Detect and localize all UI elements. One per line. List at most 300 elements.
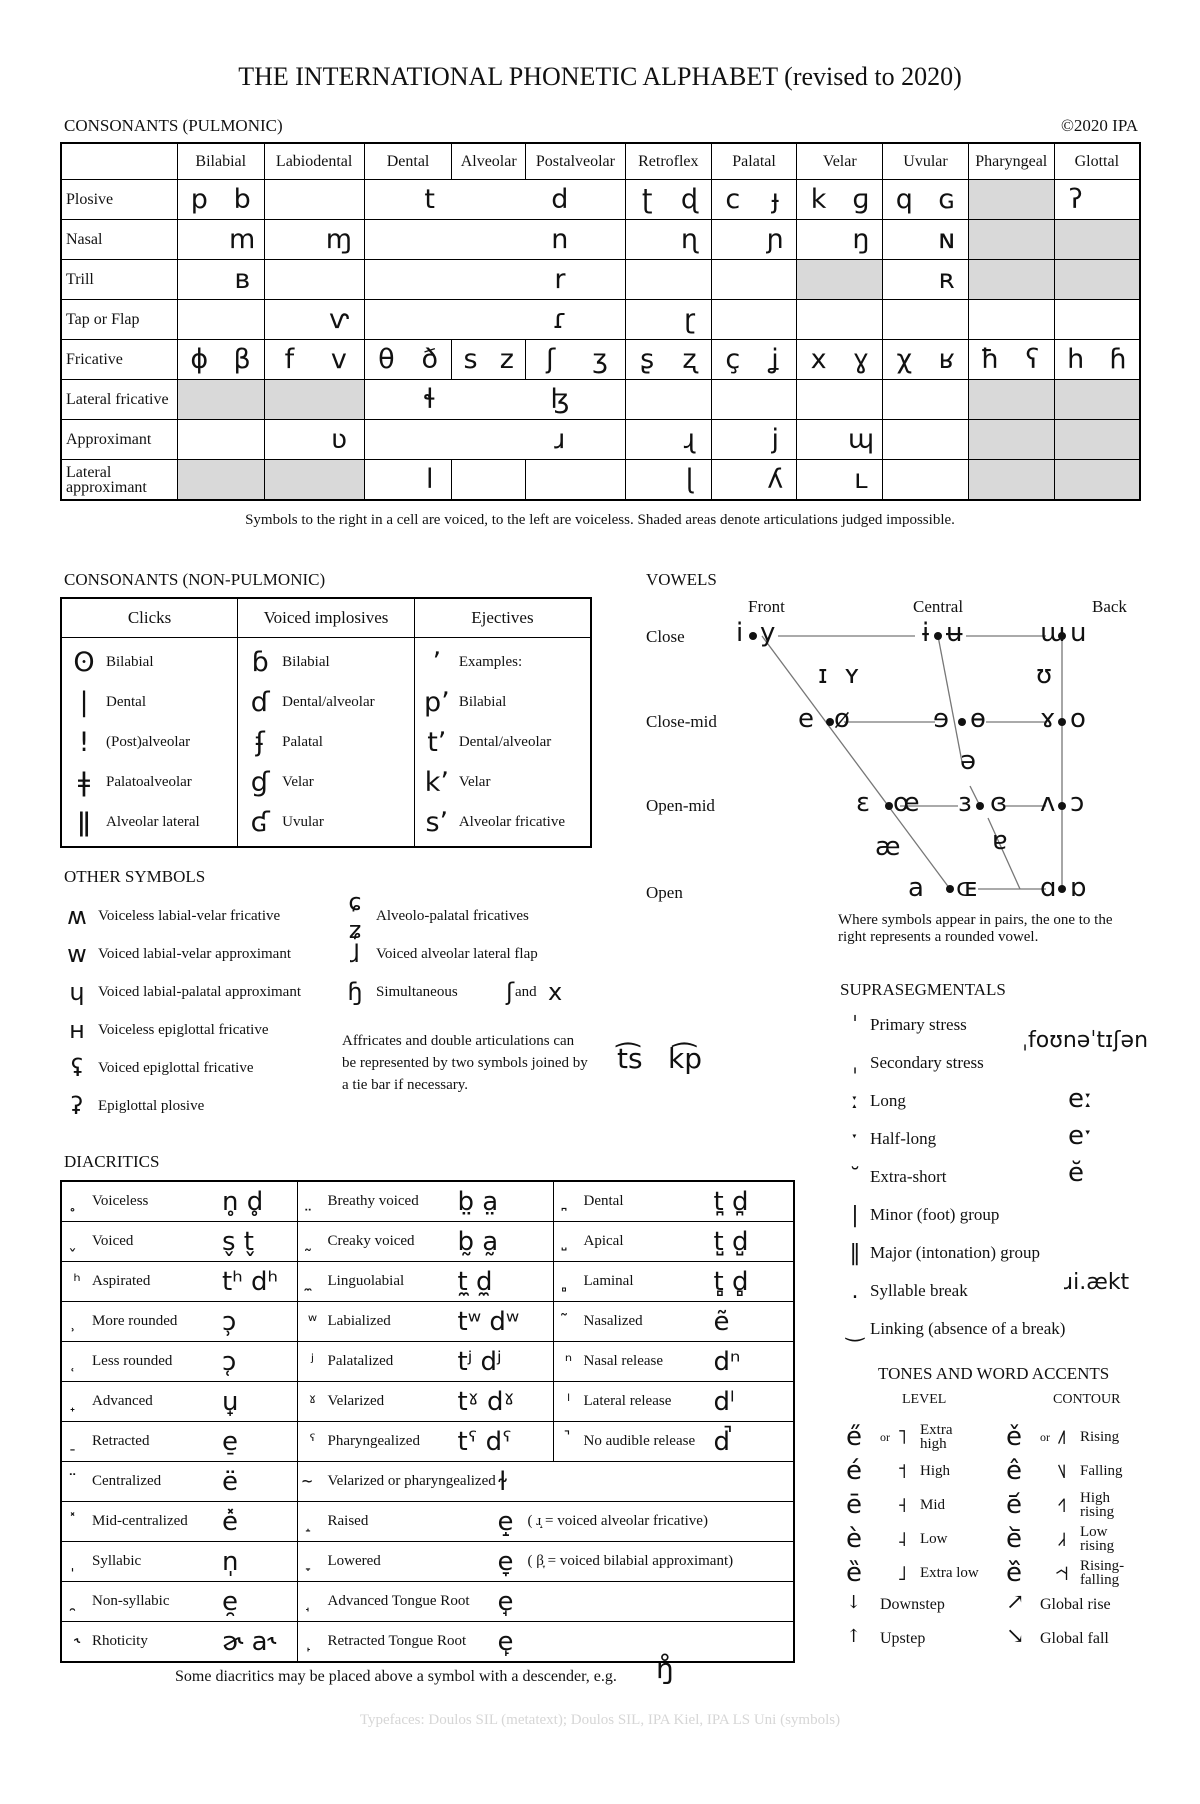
diacritic-row (61, 1222, 794, 1262)
other-symbol-label: Simultaneous (376, 983, 458, 1000)
diacritic-mark (298, 1271, 328, 1292)
upstep-arrow-icon: ↑ (846, 1626, 862, 1647)
diacritic-example: dⁿ (713, 1346, 741, 1377)
pulmonic-cell (1054, 180, 1140, 220)
supra-item (840, 1310, 1180, 1348)
diacritic-label: Labialized (327, 1313, 391, 1329)
supra-symbol: ː (851, 1088, 859, 1114)
diacritic-example: t̪ d̪ (713, 1186, 749, 1217)
diacritic-cell (297, 1502, 794, 1542)
tone-example: é (846, 1456, 862, 1486)
diacritic-label: More rounded (92, 1313, 178, 1329)
pulmonic-cell-pair (626, 464, 711, 495)
upstep-label: Upstep (880, 1630, 926, 1647)
other-symbol: ɕ ʑ (348, 888, 362, 944)
diacritic-cell-content (554, 1222, 794, 1261)
pulmonic-row-label: Trill (61, 260, 177, 300)
diacritic-cell (553, 1262, 794, 1302)
vowel-o-slash: ø (834, 704, 850, 734)
diacritic-cell-content (298, 1502, 794, 1541)
pulmonic-cell-pair (712, 424, 797, 455)
diacritic-example: t̼ d̼ (457, 1266, 493, 1297)
voiced-symbol: ŋ (852, 224, 870, 255)
pulmonic-cell-pair (797, 224, 882, 255)
pulmonic-cell (883, 340, 969, 380)
pulmonic-cell (264, 220, 364, 260)
diacritic-example: tʷ dʷ (457, 1306, 520, 1337)
clicks-item (68, 762, 231, 802)
pulmonic-cell (968, 380, 1054, 420)
diacritic-mark: ˠ (308, 1391, 317, 1412)
diacritic-row (61, 1502, 794, 1542)
supra-label: Syllable break (870, 1281, 968, 1300)
diacritic-cell (553, 1382, 794, 1422)
pulmonic-row (61, 460, 1140, 501)
pulmonic-cell (797, 420, 883, 460)
diacritic-example: b̤ a̤ (457, 1186, 499, 1217)
diacritic-label: Lowered (327, 1553, 381, 1569)
pulmonic-cell (264, 380, 364, 420)
voiced-symbol: ð (421, 344, 438, 375)
voiceless-symbol: f (284, 344, 295, 375)
clicks-column (61, 638, 238, 848)
voiced-symbol: ɖ (680, 184, 699, 215)
tone-label: Extra low (920, 1565, 979, 1581)
pulmonic-column-header: Uvular (883, 143, 969, 180)
other-symbol-label: Voiceless epiglottal fricative (98, 1021, 269, 1038)
pulmonic-cell (883, 420, 969, 460)
vowel-central-label: Central (913, 597, 964, 616)
diacritic-cell (297, 1582, 794, 1622)
pulmonic-cell (177, 380, 264, 420)
diacritic-cell-content (298, 1262, 553, 1301)
vowel-barred-i: ɨ (922, 618, 930, 648)
simultaneous-and: and (515, 984, 537, 1000)
other-symbol: ʢ (70, 1054, 84, 1082)
footer-typefaces: Typefaces: Doulos SIL (metatext); Doulos SIL, IPA Kiel, IPA LS Uni (symbols) (359, 1712, 841, 1728)
supra-item (840, 1120, 1180, 1158)
tone-letter: ˥ (897, 1425, 907, 1449)
tone-example: ē (846, 1490, 862, 1520)
pulmonic-cell (797, 380, 883, 420)
vowel-upsilon: ʊ (1036, 660, 1053, 690)
diacritic-label: Aspirated (92, 1273, 151, 1289)
voiced-symbol: ɢ (938, 184, 956, 215)
tone-label: Falling (1080, 1463, 1123, 1479)
diacritic-cell (61, 1342, 297, 1382)
pulmonic-cell-pair (626, 304, 711, 335)
diacritic-mark (62, 1591, 92, 1612)
tones-contour-label: CONTOUR (1053, 1392, 1121, 1407)
pulmonic-cell (625, 420, 711, 460)
tone-item (1006, 1420, 1186, 1454)
vowel-open-label: Open (646, 883, 683, 902)
ejectives-label: Dental/alveolar (458, 733, 552, 750)
clicks-item (68, 802, 231, 842)
simultaneous-sh: ʃ (506, 978, 515, 1006)
pulmonic-cell-pair (265, 344, 364, 375)
supra-label: Half-long (870, 1129, 937, 1148)
voiced-symbol: ʁ (938, 344, 955, 375)
diacritic-label: Velarized or pharyngealized (327, 1473, 496, 1489)
pulmonic-cell (883, 260, 969, 300)
pulmonic-cell-pair (797, 184, 882, 215)
pulmonic-cell-pair (626, 424, 711, 455)
vowel-closed-epsilon: ɞ (990, 788, 1008, 818)
tone-label: Mid (920, 1497, 946, 1513)
tone-item (846, 1420, 1006, 1454)
diacritic-label: Mid-centralized (92, 1513, 188, 1529)
implosives-item (244, 682, 408, 722)
pulmonic-cell-pair (178, 224, 264, 255)
clicks-symbol: ǂ (77, 766, 91, 798)
pulmonic-column-header: Postalveolar (525, 143, 625, 180)
pulmonic-cell (1054, 380, 1140, 420)
implosives-item (244, 642, 408, 682)
diacritic-example: t̻ d̻ (713, 1266, 749, 1297)
diacritic-cell (553, 1181, 794, 1222)
diacritic-row (61, 1262, 794, 1302)
voiced-symbol: ɣ (852, 344, 869, 375)
pulmonic-cell (1054, 260, 1140, 300)
diacritic-row (61, 1382, 794, 1422)
voiced-symbol: ʎ (767, 464, 784, 495)
other-symbol-item (340, 973, 660, 1011)
pulmonic-cell (883, 300, 969, 340)
pulmonic-cell (452, 460, 525, 501)
pulmonic-cell (264, 420, 364, 460)
diacritic-cell-content (298, 1342, 553, 1381)
diacritic-example: dˡ (713, 1386, 735, 1417)
pulmonic-cell-pair (365, 384, 625, 415)
diacritic-extra: ( ɹ̝ = voiced alveolar fricative) (527, 1513, 708, 1529)
diacritic-cell (553, 1222, 794, 1262)
clicks-symbol: ʘ (73, 646, 95, 678)
pulmonic-cell-pair (178, 264, 264, 295)
diacritic-example: e̙ (497, 1626, 514, 1657)
diacritic-cell-content (554, 1422, 794, 1461)
simultaneous-x: x (548, 978, 563, 1006)
nonpulmonic-table (60, 597, 592, 848)
supra-symbol: ˌ (851, 1050, 859, 1076)
diacritic-mark (554, 1231, 584, 1252)
supra-heading: SUPRASEGMENTALS (840, 980, 1006, 999)
pulmonic-cell (177, 300, 264, 340)
diacritic-cell (61, 1542, 297, 1582)
pulmonic-cell-pair (626, 184, 711, 215)
other-symbol-label: Voiced labial-palatal approximant (98, 983, 301, 1000)
pulmonic-column-header: Labiodental (264, 143, 364, 180)
pulmonic-cell-pair (797, 344, 882, 375)
diacritic-row (61, 1622, 794, 1663)
tone-letter: ˩ (897, 1561, 907, 1585)
diacritic-cell-content (298, 1182, 553, 1221)
vowel-turned-script-a: ɒ (1070, 873, 1087, 903)
tone-label: Low (920, 1531, 948, 1547)
supra-symbol: . (851, 1278, 859, 1304)
tone-label: Extra high (920, 1422, 953, 1452)
clicks-symbol: ǁ (77, 806, 91, 838)
tones-heading: TONES AND WORD ACCENTS (878, 1364, 1110, 1383)
diacritic-label: Palatalized (327, 1353, 394, 1369)
clicks-symbol: | (79, 686, 89, 718)
pulmonic-cell-pair (883, 264, 968, 295)
diacritic-example: ẽ (713, 1306, 730, 1337)
diacritic-label: Centralized (92, 1473, 162, 1489)
diacritic-example: tˤ dˤ (457, 1426, 512, 1457)
tone-example: ȅ (846, 1558, 862, 1588)
pulmonic-cell (625, 300, 711, 340)
diacritic-cell-content (298, 1542, 794, 1581)
tones-level-list (846, 1420, 1006, 1590)
tone-label: High rising (1080, 1490, 1115, 1520)
diacritic-cell (297, 1422, 553, 1462)
pulmonic-cell (968, 220, 1054, 260)
tone-example: e᷄ (1006, 1490, 1022, 1520)
global-fall-arrow-icon: ↘ (1006, 1624, 1025, 1649)
diacritic-cell-content (554, 1382, 794, 1421)
diacritic-example: n̩ (222, 1546, 239, 1577)
diacritic-mark (298, 1231, 328, 1252)
tones-contour-list (1006, 1420, 1186, 1590)
other-symbol-label: Voiced epiglottal fricative (98, 1059, 254, 1076)
voiced-symbol: ʟ (854, 464, 868, 495)
diacritic-cell-content (298, 1222, 553, 1261)
diacritic-example: e̯ (222, 1586, 238, 1617)
diacritic-label: Advanced Tongue Root (327, 1593, 470, 1609)
vowel-reversed-epsilon: ɜ (958, 788, 972, 818)
diacritic-mark (62, 1431, 92, 1452)
supra-item (840, 1196, 1180, 1234)
other-symbol-item (62, 897, 342, 935)
pulmonic-cell (797, 180, 883, 220)
pulmonic-row-label: Plosive (61, 180, 177, 220)
diacritic-example: e̝ (497, 1506, 514, 1537)
pulmonic-cell-pair (883, 344, 968, 375)
diacritic-mark (62, 1511, 92, 1532)
pulmonic-cell-pair (712, 344, 797, 375)
diacritic-cell-content (62, 1542, 297, 1581)
pulmonic-cell (711, 220, 797, 260)
pulmonic-cell (1054, 300, 1140, 340)
vowel-front-label: Front (748, 597, 785, 616)
pulmonic-cell (177, 260, 264, 300)
tone-item (846, 1522, 1006, 1556)
voiceless-symbol: ħ (980, 344, 1000, 375)
diacritic-label: Retracted (92, 1433, 150, 1449)
voiced-symbol: ʕ (1025, 344, 1040, 375)
diacritic-cell-content (62, 1502, 297, 1541)
pulmonic-cell (711, 420, 797, 460)
tone-example: ě (1006, 1422, 1022, 1452)
other-symbol-item (62, 1049, 342, 1087)
other-symbol-label: Alveolo-palatal fricatives (376, 907, 529, 924)
diacritic-label: Apical (583, 1233, 624, 1249)
tone-item (846, 1454, 1006, 1488)
voiced-symbol: b (233, 184, 251, 215)
tone-example: è (846, 1524, 862, 1554)
voiced-symbol: j (771, 424, 779, 455)
voiced-symbol: ɦ (1109, 344, 1127, 375)
diacritic-label: Rhoticity (92, 1633, 148, 1649)
pulmonic-cell (264, 260, 364, 300)
diacritic-mark (62, 1191, 92, 1212)
voiced-symbol: ɲ (766, 224, 784, 255)
vowel-small-oe: ɶ (956, 873, 979, 903)
supra-symbol: ˘ (849, 1164, 861, 1190)
vowel-e: e (798, 704, 814, 734)
ejectives-label: Alveolar fricative (458, 813, 566, 830)
pulmonic-column-header: Velar (797, 143, 883, 180)
diacritic-cell-content (62, 1222, 297, 1261)
pulmonic-cell (968, 300, 1054, 340)
pulmonic-cell (364, 180, 625, 220)
voiced-symbol: ɟ (771, 184, 779, 215)
diacritic-label: Lateral release (583, 1393, 672, 1409)
diacritic-cell-content (554, 1302, 794, 1341)
other-symbols-left (62, 897, 342, 1125)
page-title: THE INTERNATIONAL PHONETIC ALPHABET (revised to 2020) (238, 62, 962, 91)
pulmonic-heading: CONSONANTS (PULMONIC) (64, 116, 283, 135)
tone-label: Rising-falling (1080, 1558, 1125, 1588)
supra-item (840, 1234, 1180, 1272)
voiced-symbol: ɮ (550, 384, 570, 415)
clicks-label: Bilabial (106, 653, 154, 670)
diacritic-cell (297, 1462, 794, 1502)
diacritic-cell (297, 1382, 553, 1422)
pulmonic-cell-pair (265, 424, 364, 455)
diacritic-cell (61, 1422, 297, 1462)
pulmonic-cell (1054, 220, 1140, 260)
vowel-epsilon: ɛ (856, 788, 871, 818)
copyright-notice: ©2020 IPA (1061, 116, 1138, 135)
short-example: ĕ (1068, 1158, 1084, 1188)
diacritic-cell-content (298, 1582, 794, 1621)
diacritic-row (61, 1462, 794, 1502)
pulmonic-cell (711, 340, 797, 380)
vowel-oe: œ (893, 788, 920, 818)
pulmonic-row-label: Fricative (61, 340, 177, 380)
voiced-symbol: l (425, 464, 434, 495)
other-symbol-label: Voiceless labial-velar fricative (98, 907, 281, 924)
vowel-rams-horn: ɤ (1040, 704, 1056, 734)
diacritic-cell (61, 1302, 297, 1342)
diacritic-label: Syllabic (92, 1553, 142, 1569)
clicks-label: (Post)alveolar (106, 733, 191, 750)
voiceless-symbol: ʂ (640, 344, 655, 375)
diacritic-mark (62, 1391, 92, 1412)
pulmonic-cell (177, 420, 264, 460)
diacritic-example: e̘ (497, 1586, 514, 1617)
clicks-item (68, 722, 231, 762)
diacritic-cell (297, 1542, 794, 1582)
supra-symbol: ‖ (849, 1240, 861, 1266)
voiceless-symbol: s (463, 344, 478, 375)
voiceless-symbol: χ (896, 344, 913, 375)
pulmonic-row-label: Approximant (61, 420, 177, 460)
tone-example: ê (1006, 1456, 1022, 1486)
pulmonic-row (61, 420, 1140, 460)
ejectives-item (421, 682, 584, 722)
pulmonic-cell (797, 340, 883, 380)
diacritic-mark (298, 1551, 328, 1572)
diacritic-example: e̽ (222, 1506, 238, 1537)
ejectives-item (421, 642, 584, 682)
tone-example: e᷅ (1006, 1524, 1022, 1554)
diacritic-cell (297, 1342, 553, 1382)
tone-item (1006, 1556, 1186, 1590)
voiced-symbol: ɹ (554, 424, 566, 455)
other-symbol: ɺ (350, 940, 360, 968)
pulmonic-cell (711, 460, 797, 501)
pulmonic-cell (364, 260, 625, 300)
pulmonic-column-header: Palatal (711, 143, 797, 180)
diacritic-cell (297, 1262, 553, 1302)
global-rise-arrow-icon: ↗ (1006, 1590, 1025, 1615)
diacritic-example: ɚ a˞ (222, 1626, 276, 1657)
pulmonic-row-label: Nasal (61, 220, 177, 260)
diacritic-mark (62, 1471, 92, 1492)
pulmonic-cell (177, 460, 264, 501)
vowel-o: o (1070, 704, 1086, 734)
pulmonic-row-label: Lateral fricative (61, 380, 177, 420)
stress-example: ˌfoʊnəˈtɪʃən (1022, 1028, 1149, 1053)
pulmonic-cell-pair (797, 464, 882, 495)
diacritic-cell (61, 1462, 297, 1502)
pulmonic-cell-pair (365, 464, 452, 495)
tone-item (846, 1488, 1006, 1522)
tone-letter: ˥˩ (1057, 1459, 1067, 1483)
pulmonic-cell (711, 300, 797, 340)
pulmonic-cell (711, 260, 797, 300)
diacritic-mark (298, 1511, 328, 1532)
diacritic-mark (62, 1311, 92, 1332)
supra-symbol: | (851, 1202, 859, 1228)
vowel-u: u (1070, 618, 1087, 648)
pulmonic-cell (177, 180, 264, 220)
diacritic-cell-content (62, 1582, 297, 1621)
pulmonic-cell (364, 340, 452, 380)
affricate-kp: k͡p (668, 1042, 702, 1075)
pulmonic-cell-pair (265, 304, 364, 335)
diacritic-label: Nasalized (583, 1313, 643, 1329)
implosives-label: Dental/alveolar (282, 693, 375, 710)
other-symbol: ʜ (69, 1016, 85, 1044)
pulmonic-column-header: Dental (364, 143, 452, 180)
diacritic-example: tʲ dʲ (457, 1346, 502, 1377)
other-symbol-label: Epiglottal plosive (98, 1097, 205, 1114)
pulmonic-cell-pair (797, 424, 882, 455)
diacritic-mark (298, 1191, 328, 1212)
diacritic-cell (297, 1302, 553, 1342)
tone-letter: ˧˥ (1057, 1493, 1067, 1517)
vowel-reversed-e: ɘ (933, 704, 949, 734)
diacritic-cell (61, 1382, 297, 1422)
pulmonic-column-header: Pharyngeal (968, 143, 1054, 180)
other-symbol-item (340, 888, 660, 944)
pulmonic-cell-pair (883, 184, 968, 215)
diacritic-cell-content (62, 1302, 297, 1341)
pulmonic-cell-pair (452, 344, 524, 375)
supra-list (840, 1006, 1180, 1348)
break-example: ɹi.ækt (1064, 1270, 1130, 1295)
diacritic-mark: ⁿ (564, 1351, 573, 1372)
pulmonic-cell (1054, 420, 1140, 460)
pulmonic-cell (711, 380, 797, 420)
voiceless-symbol: p (190, 184, 208, 215)
voiced-symbol: ʝ (771, 344, 780, 375)
affricates-text: Affricates and double articulations can be represented by two symbols joined by a tie bar if necessary. (342, 1033, 588, 1093)
